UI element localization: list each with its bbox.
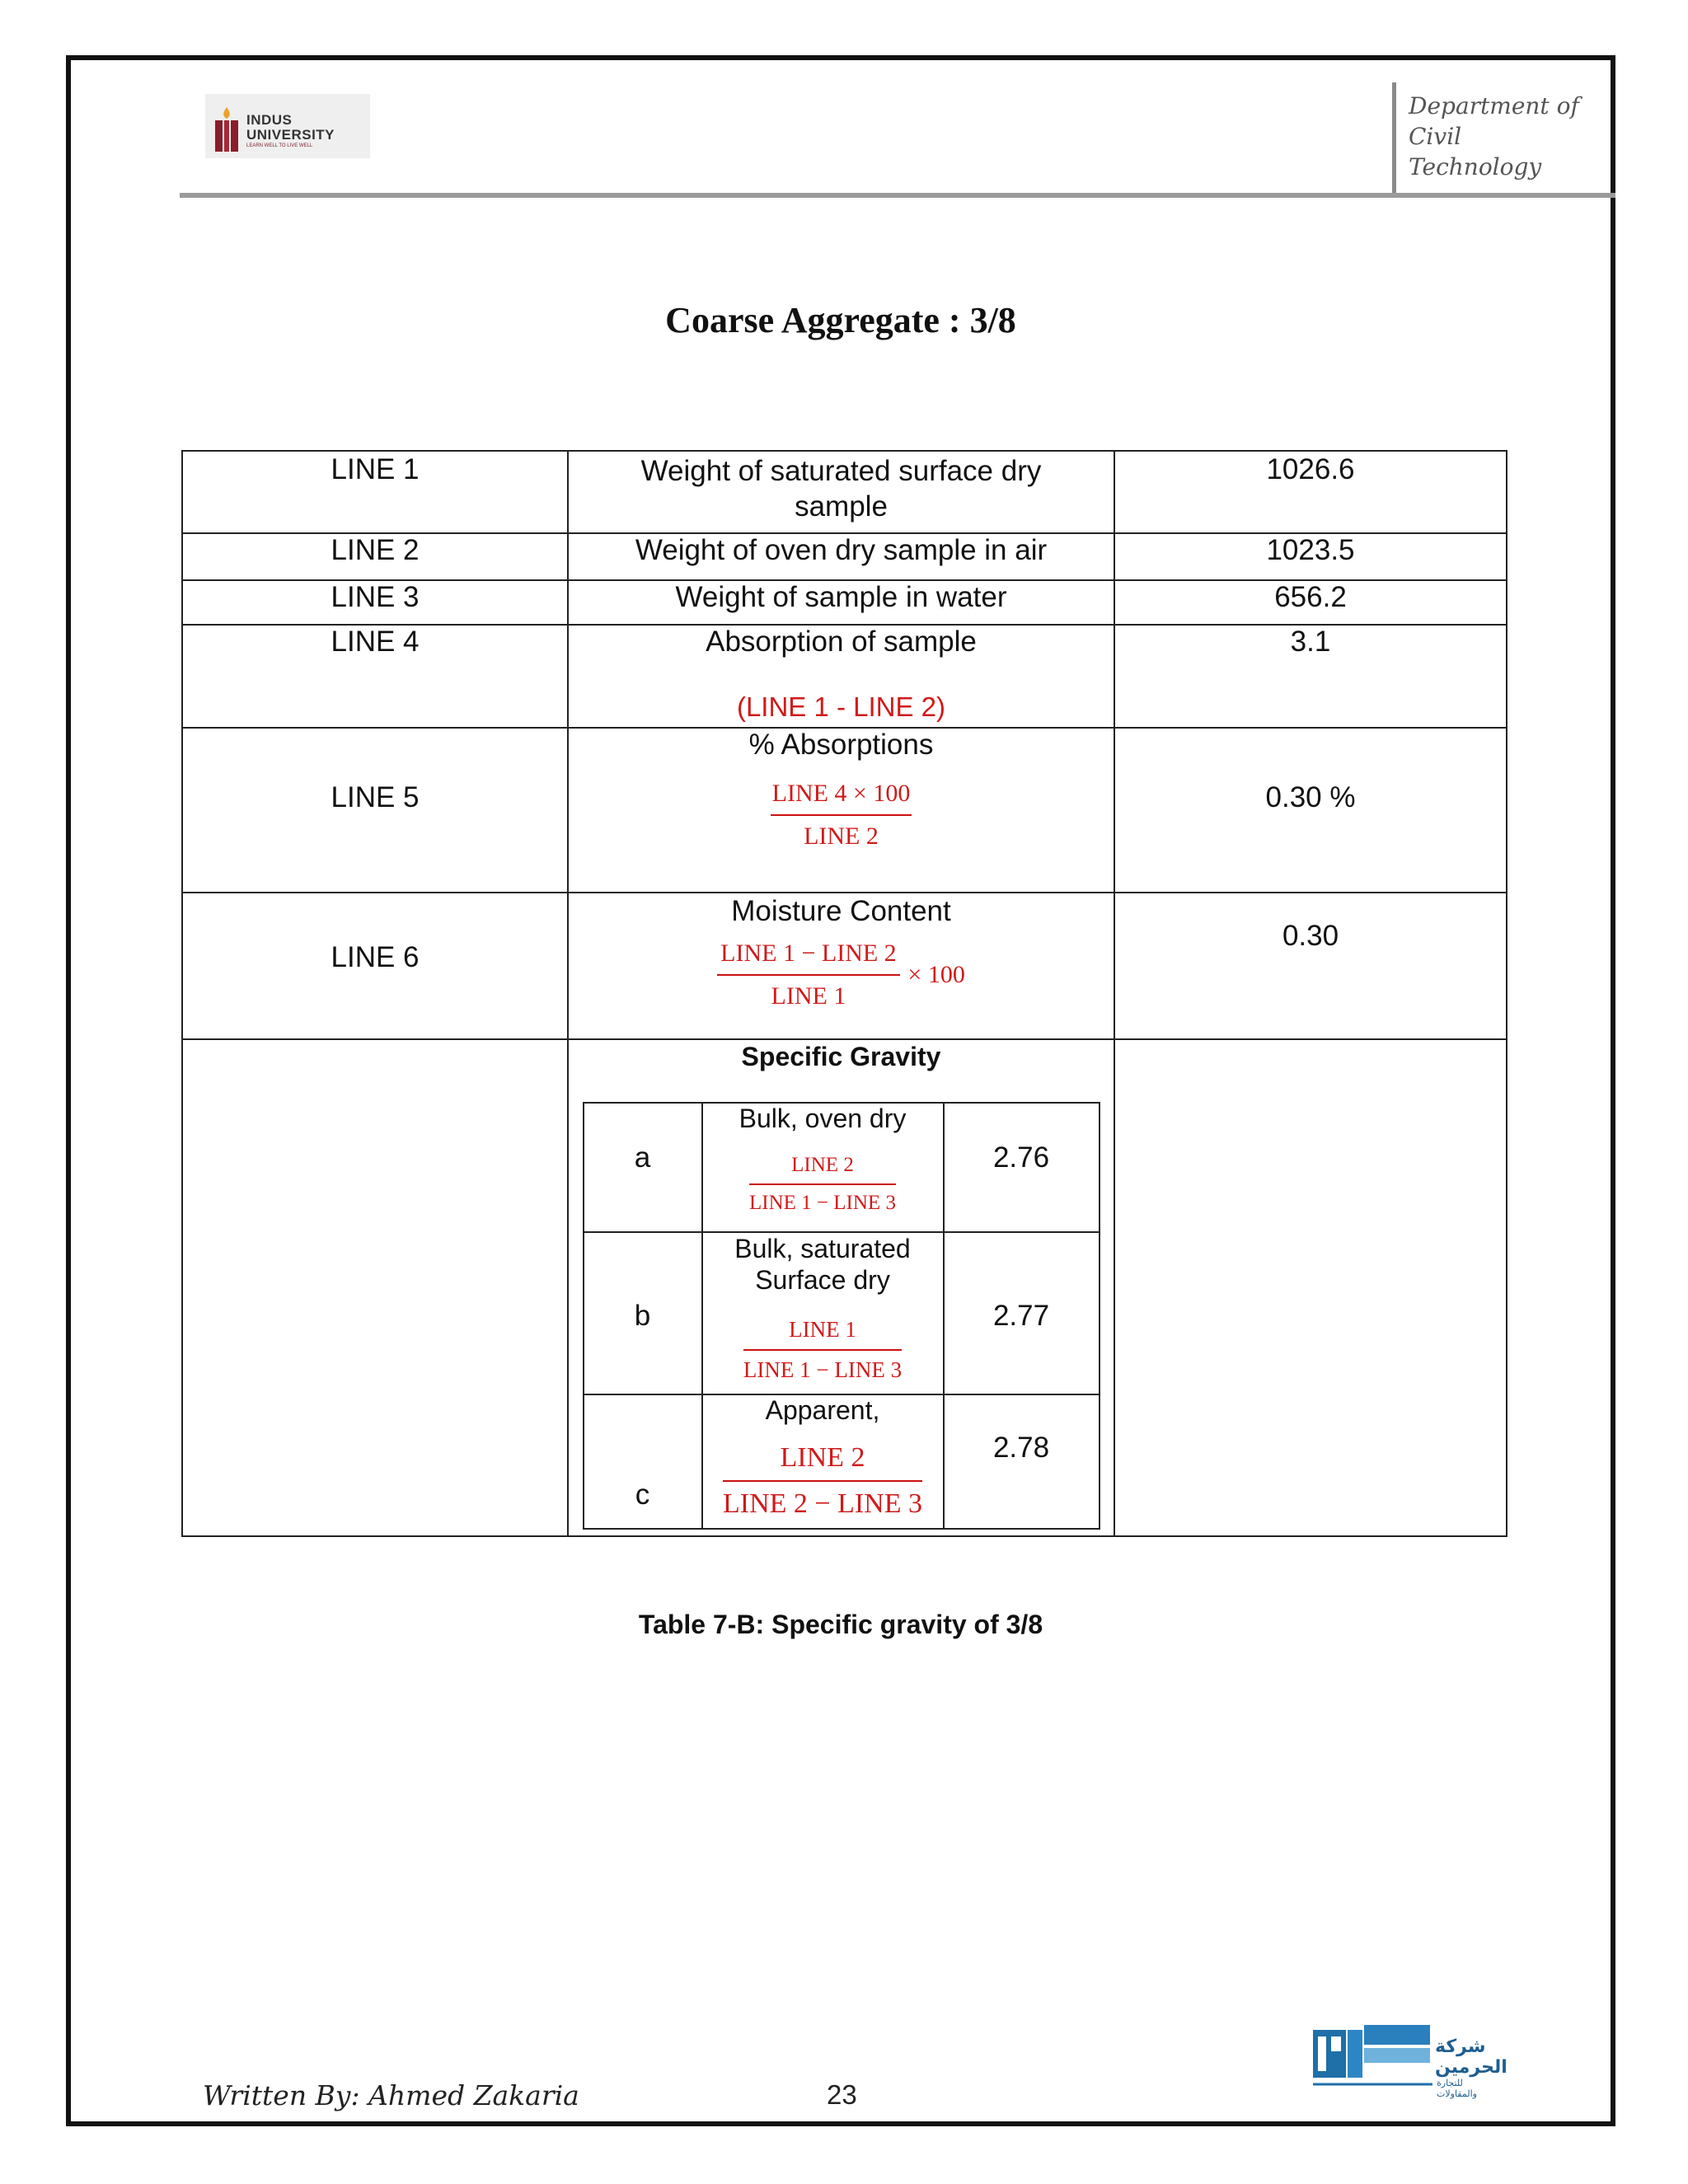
subtable-row <box>584 1394 1100 1529</box>
table-caption: Table 7-B: Specific gravity of 3/8 <box>638 1610 1043 1639</box>
item-label: Apparent, <box>765 1395 880 1425</box>
line-description: Weight of sample in water <box>568 580 1114 625</box>
line-value: 0.30 <box>1114 893 1507 1039</box>
line-label: LINE 2 <box>182 533 568 580</box>
bulk-oven-dry-formula <box>749 1154 896 1215</box>
line-description: Weight of oven dry sample in air <box>568 533 1114 580</box>
formula-denominator: LINE 1 − LINE 3 <box>749 1192 896 1214</box>
apparent-formula <box>723 1442 922 1520</box>
line-label: LINE 4 <box>182 625 568 728</box>
department-name <box>1409 91 1606 182</box>
table-row <box>182 1039 1507 1536</box>
item-label-line: Bulk, saturated <box>734 1234 911 1263</box>
formula-multiplier: × 100 <box>907 961 965 988</box>
torch-icon <box>210 105 243 153</box>
line-value: 1026.6 <box>1114 451 1507 533</box>
table-row <box>182 533 1507 580</box>
line-description: % Absorptions <box>748 729 934 761</box>
item-key: b <box>584 1232 702 1394</box>
header-rule <box>180 193 1615 198</box>
item-key: c <box>584 1394 702 1529</box>
line-label: LINE 1 <box>182 451 568 533</box>
table-row <box>182 451 1507 533</box>
line-value: 3.1 <box>1114 625 1507 728</box>
formula-denominator: LINE 1 − LINE 3 <box>743 1357 903 1382</box>
item-label-line: Surface dry <box>755 1265 890 1295</box>
item-value: 2.78 <box>944 1394 1100 1529</box>
moisture-content-formula <box>717 940 900 1010</box>
item-key: a <box>584 1103 702 1232</box>
specific-gravity-heading: Specific Gravity <box>741 1042 941 1071</box>
item-value: 2.76 <box>944 1103 1100 1232</box>
item-label: Bulk, oven dry <box>738 1104 907 1133</box>
table-row <box>182 893 1507 1039</box>
formula-numerator: LINE 1 − LINE 2 <box>717 940 900 976</box>
formula-denominator: LINE 1 <box>771 982 846 1010</box>
formula-numerator: LINE 4 × 100 <box>771 780 912 816</box>
company-logo-tagline: للتجارة والمقاولات <box>1437 2078 1477 2099</box>
page-number: 23 <box>827 2079 857 2110</box>
line-label: LINE 5 <box>182 728 568 893</box>
header-divider-vertical <box>1392 82 1396 196</box>
subtable-row <box>584 1232 1100 1394</box>
logo-text-line2: UNIVERSITY <box>246 127 335 143</box>
logo-tagline: LEARN WELL TO LIVE WELL <box>246 143 313 148</box>
formula-numerator: LINE 2 <box>749 1154 896 1185</box>
logo-text-line1: INDUS <box>246 112 293 128</box>
formula-numerator: LINE 1 <box>743 1317 902 1351</box>
line-value: 1023.5 <box>1114 533 1507 580</box>
line-label: LINE 3 <box>182 580 568 625</box>
page-frame <box>66 55 1615 2126</box>
indus-university-logo <box>205 94 370 158</box>
item-value: 2.77 <box>944 1232 1100 1394</box>
item-label <box>703 1233 943 1296</box>
line-description: Moisture Content <box>731 895 951 927</box>
line-label: LINE 6 <box>182 893 568 1039</box>
table-row <box>182 580 1507 625</box>
line-value: 0.30 % <box>1114 728 1507 893</box>
absorption-formula: (LINE 1 - LINE 2) <box>736 691 946 722</box>
company-logo <box>1313 2012 1507 2102</box>
subtable-row <box>584 1103 1100 1232</box>
formula-numerator: LINE 2 <box>723 1442 922 1482</box>
page-title: Coarse Aggregate : 3/8 <box>665 300 1016 340</box>
formula-denominator: LINE 2 <box>804 823 879 850</box>
absorption-percent-formula <box>771 780 912 851</box>
specific-gravity-subtable <box>583 1102 1100 1530</box>
table-row <box>182 728 1507 893</box>
company-logo-name: شركة الحرمين <box>1435 2036 1507 2078</box>
formula-denominator: LINE 2 − LINE 3 <box>722 1488 922 1519</box>
table-row <box>182 625 1507 728</box>
bulk-ssd-formula <box>743 1317 902 1383</box>
department-line: Technology <box>1409 153 1542 180</box>
department-line: Civil <box>1409 123 1462 150</box>
department-line: Department of <box>1409 92 1579 120</box>
line-value: 656.2 <box>1114 580 1507 625</box>
specific-gravity-table <box>181 450 1507 1537</box>
line-description: Weight of saturated surface dry sample <box>568 451 1114 533</box>
line-description: Absorption of sample <box>706 626 977 658</box>
author-credit: Written By: Ahmed Zakaria <box>203 2079 579 2111</box>
